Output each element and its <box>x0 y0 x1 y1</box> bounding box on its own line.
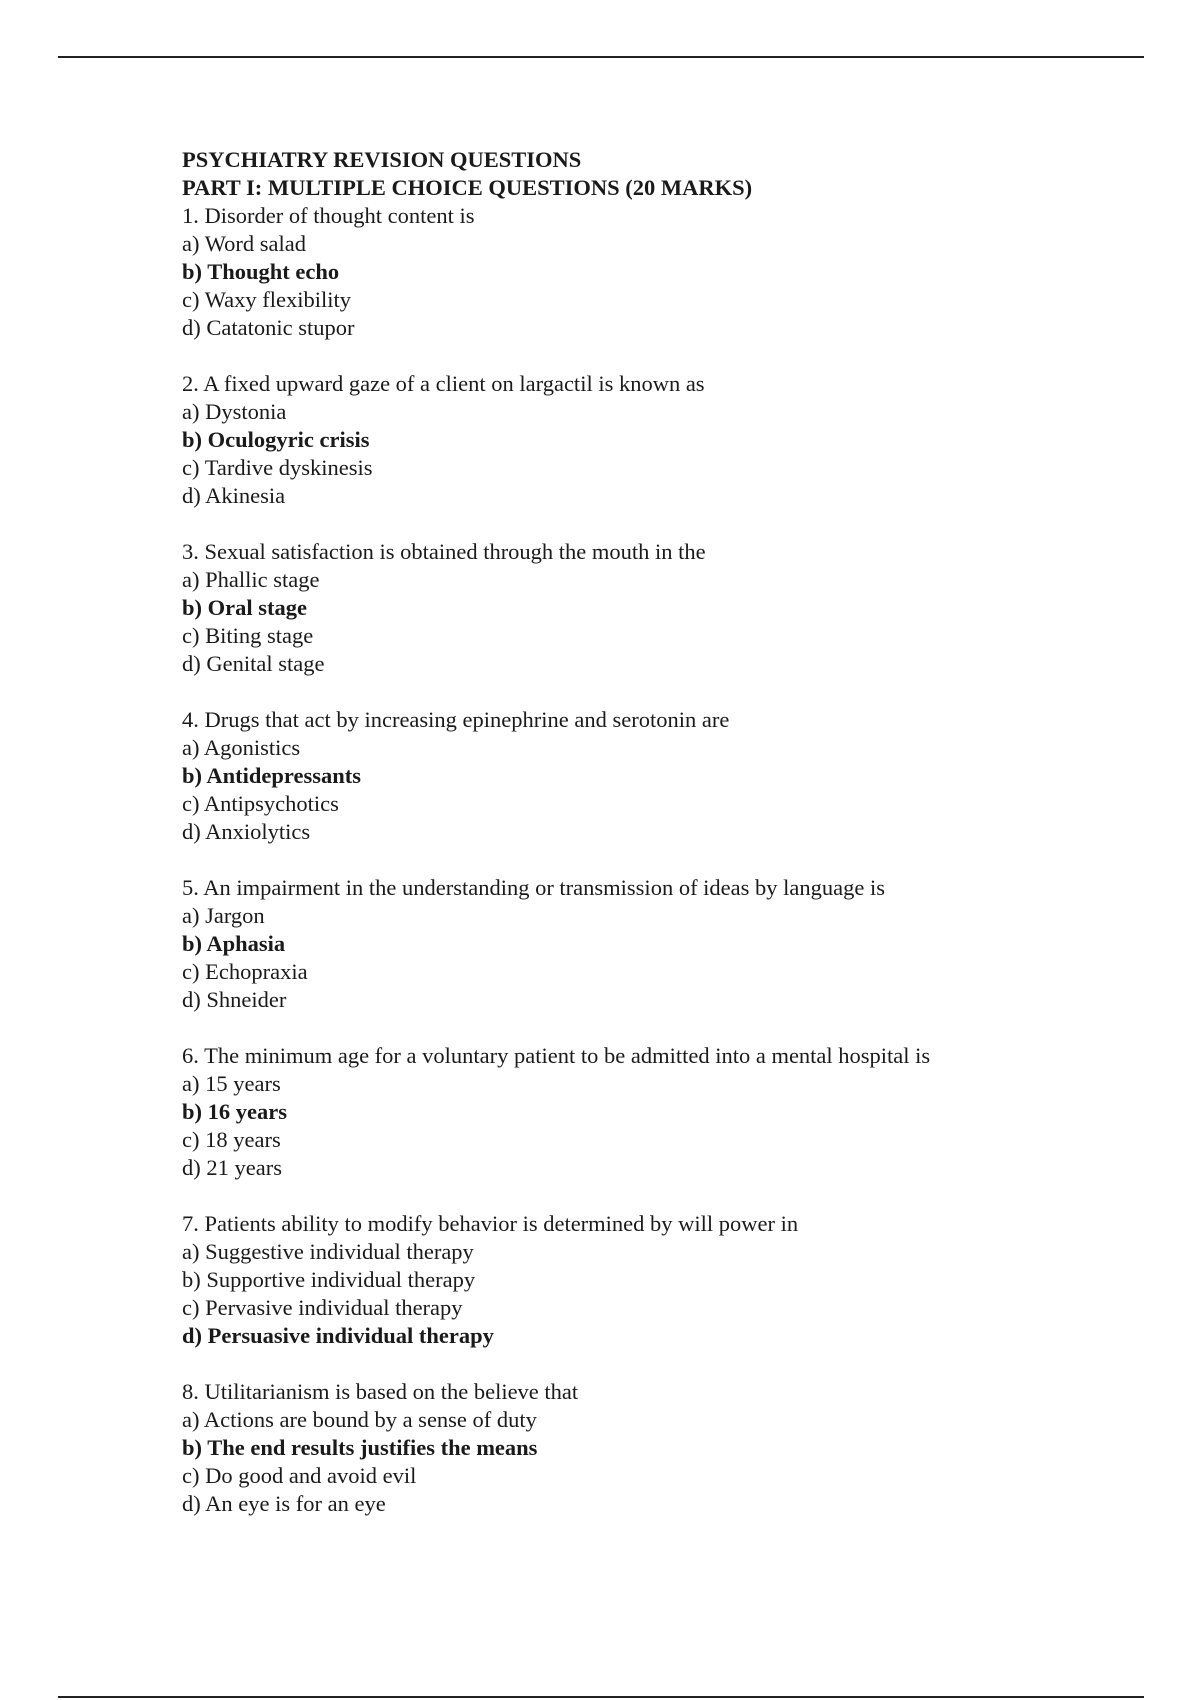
question-block <box>182 1042 1082 1182</box>
answer-option: c) Do good and avoid evil <box>182 1463 417 1488</box>
document-body <box>182 146 1082 1518</box>
correct-answer-option: b) 16 years <box>182 1099 287 1124</box>
correct-answer-option: b) Aphasia <box>182 931 286 956</box>
answer-option: a) Actions are bound by a sense of duty <box>182 1407 537 1432</box>
answer-option: a) Dystonia <box>182 399 287 424</box>
answer-option: d) Akinesia <box>182 483 286 508</box>
question-block <box>182 538 1082 678</box>
correct-answer-option: b) Oculogyric crisis <box>182 427 370 452</box>
question-block <box>182 202 1082 342</box>
answer-option: a) 15 years <box>182 1071 281 1096</box>
correct-answer-option: b) Antidepressants <box>182 763 362 788</box>
answer-option: d) Catatonic stupor <box>182 315 355 340</box>
answer-option: c) Echopraxia <box>182 959 308 984</box>
bottom-rule <box>58 1696 1144 1698</box>
answer-option: b) Supportive individual therapy <box>182 1267 476 1292</box>
question-text: 2. A fixed upward gaze of a client on largactil is known as <box>182 371 705 396</box>
answer-option: a) Agonistics <box>182 735 301 760</box>
question-text: 1. Disorder of thought content is <box>182 203 475 228</box>
answer-option: a) Phallic stage <box>182 567 320 592</box>
answer-option: a) Jargon <box>182 903 265 928</box>
question-text: 7. Patients ability to modify behavior is determined by will power in <box>182 1211 799 1236</box>
question-block <box>182 1210 1082 1350</box>
question-text: 3. Sexual satisfaction is obtained through the mouth in the <box>182 539 706 564</box>
question-text: 8. Utilitarianism is based on the believe that <box>182 1379 579 1404</box>
answer-option: d) Genital stage <box>182 651 325 676</box>
answer-option: d) Anxiolytics <box>182 819 311 844</box>
correct-answer-option: b) The end results justifies the means <box>182 1435 538 1460</box>
question-block <box>182 370 1082 510</box>
document-title: PSYCHIATRY REVISION QUESTIONS <box>182 147 582 172</box>
question-text: 6. The minimum age for a voluntary patient to be admitted into a mental hospital is <box>182 1043 931 1068</box>
answer-option: a) Word salad <box>182 231 306 256</box>
answer-option: c) Biting stage <box>182 623 314 648</box>
correct-answer-option: b) Thought echo <box>182 259 340 284</box>
answer-option: a) Suggestive individual therapy <box>182 1239 474 1264</box>
question-text: 4. Drugs that act by increasing epinephrine and serotonin are <box>182 707 730 732</box>
correct-answer-option: b) Oral stage <box>182 595 307 620</box>
answer-option: d) 21 years <box>182 1155 282 1180</box>
question-text: 5. An impairment in the understanding or transmission of ideas by language is <box>182 875 886 900</box>
correct-answer-option: d) Persuasive individual therapy <box>182 1323 494 1348</box>
answer-option: d) An eye is for an eye <box>182 1491 386 1516</box>
question-block <box>182 1378 1082 1518</box>
question-block <box>182 874 1082 1014</box>
top-rule <box>58 56 1144 58</box>
answer-option: c) Pervasive individual therapy <box>182 1295 463 1320</box>
part-heading: PART I: MULTIPLE CHOICE QUESTIONS (20 MARKS) <box>182 175 753 200</box>
answer-option: c) 18 years <box>182 1127 281 1152</box>
answer-option: c) Antipsychotics <box>182 791 339 816</box>
answer-option: d) Shneider <box>182 987 287 1012</box>
question-block <box>182 706 1082 846</box>
answer-option: c) Waxy flexibility <box>182 287 351 312</box>
answer-option: c) Tardive dyskinesis <box>182 455 373 480</box>
